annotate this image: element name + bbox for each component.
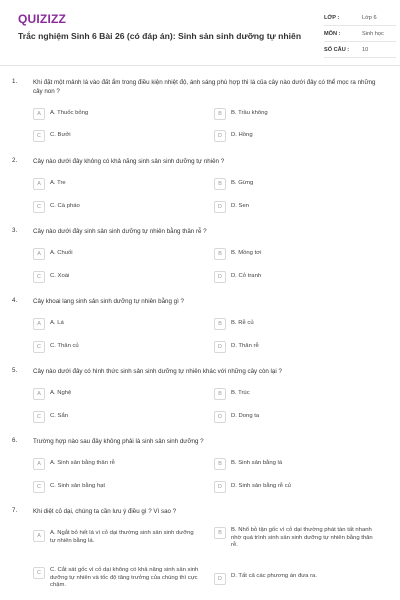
option-label: B. Sinh sản bằng lá — [231, 460, 283, 466]
option-label: B. Trầu không — [231, 110, 268, 116]
question-number: 5. — [12, 367, 18, 374]
option-label: D. Thân rễ — [231, 343, 259, 349]
option-label: D. Tất cả các phương án đưa ra. — [231, 573, 317, 579]
option-letter-box: C — [33, 341, 45, 353]
option-letter-box: D — [214, 481, 226, 493]
meta-subject-label: MÔN : — [324, 31, 341, 37]
option-label: C. Sắn — [50, 413, 69, 419]
option-label: C. Sinh sản bằng hạt — [50, 483, 106, 489]
option-label: A. Lá — [50, 320, 64, 326]
option-letter-box: A — [33, 108, 45, 120]
option-label: B. Nhổ bỏ tận gốc vì cỏ dại thường phát tán tất nhanh nhờ quá trình sinh sản sinh dưỡng tự nhiên bằng thân rễ. — [231, 527, 373, 549]
option-label: A. Sinh sản bằng thân rễ — [50, 460, 115, 466]
option-letter-box: B — [214, 527, 226, 539]
question-text: Cây khoai lang sinh sản sinh dưỡng tự nhiên bằng gì ? — [33, 298, 184, 305]
option-letter-box: C — [33, 271, 45, 283]
option-label: D. Sinh sản bằng rễ củ — [231, 483, 291, 489]
meta-grade — [324, 12, 396, 26]
option-letter-box: D — [214, 271, 226, 283]
option-label: D. Sen — [231, 203, 250, 209]
option-letter-box: A — [33, 458, 45, 470]
option-letter-box: A — [33, 530, 45, 542]
option-label: C. Xoài — [50, 273, 70, 279]
option-letter-box: B — [214, 108, 226, 120]
option-letter-box: B — [214, 388, 226, 400]
option-letter-box: A — [33, 318, 45, 330]
question-text: Cây nào dưới đây sinh sản sinh dưỡng tự nhiên bằng thân rễ ? — [33, 228, 207, 235]
option-label: B. Mồng tơi — [231, 250, 262, 256]
option-label: D. Dong ta — [231, 413, 260, 419]
option-letter-box: D — [214, 573, 226, 585]
option-letter-box: C — [33, 201, 45, 213]
question-number: 6. — [12, 437, 18, 444]
worksheet-header — [0, 0, 400, 66]
worksheet-title: Trắc nghiệm Sinh 6 Bài 26 (có đáp án): Sinh sản sinh dưỡng tự nhiên — [18, 31, 302, 41]
option-letter-box: D — [214, 341, 226, 353]
question-number: 4. — [12, 297, 18, 304]
question-text: Khi diệt cỏ dại, chúng ta cần lưu ý điều gì ? Vì sao ? — [33, 508, 177, 515]
option-letter-box: D — [214, 130, 226, 142]
question-number: 7. — [12, 507, 18, 514]
option-label: C. Cắt sát gốc vì cỏ dại không có khả năng sinh sản sinh dưỡng tự nhiên và tốc độ tăng trưởng của chúng thì cực chậm. — [50, 567, 199, 589]
option-label: A. Ngắt bỏ hết lá vì cỏ dại thường sinh sản sinh dưỡng tự nhiên bằng lá. — [50, 530, 194, 544]
option-label: A. Thuốc bỏng — [50, 110, 89, 116]
question-text: Trường hợp nào sau đây không phải là sinh sản sinh dưỡng ? — [33, 438, 204, 445]
option-label: D. Cỏ tranh — [231, 273, 262, 279]
option-letter-box: C — [33, 130, 45, 142]
option-letter-box: B — [214, 248, 226, 260]
question-number: 1. — [12, 78, 18, 85]
option-letter-box: C — [33, 567, 45, 579]
meta-grade-value: Lớp 6 — [362, 15, 377, 21]
option-label: A. Nghệ — [50, 390, 72, 396]
option-label: B. Trúc — [231, 390, 250, 396]
option-letter-box: C — [33, 481, 45, 493]
question-number: 2. — [12, 157, 18, 164]
option-label: D. Hồng — [231, 132, 253, 138]
option-label: B. Gừng — [231, 180, 254, 186]
meta-count — [324, 44, 396, 58]
option-letter-box: D — [214, 411, 226, 423]
question-text: Khi đặt một mảnh lá vào đất ẩm trong điều kiện nhiệt độ, ánh sáng phù hợp thì lá của cây nào dưới đây có thể mọc ra những cây non ? — [33, 79, 376, 95]
question-text: Cây nào dưới đây có hình thức sinh sản sinh dưỡng tự nhiên khác với những cây còn lại ? — [33, 368, 282, 375]
option-letter-box: B — [214, 318, 226, 330]
meta-grade-label: LỚP : — [324, 15, 340, 21]
option-label: C. Cà pháo — [50, 203, 80, 209]
meta-count-label: SỐ CÂU : — [324, 47, 350, 53]
question-number: 3. — [12, 227, 18, 234]
option-label: C. Thân củ — [50, 343, 79, 349]
option-label: A. Chuối — [50, 250, 73, 256]
option-letter-box: B — [214, 178, 226, 190]
option-letter-box: A — [33, 178, 45, 190]
option-label: B. Rễ củ — [231, 320, 254, 326]
option-label: C. Bưởi — [50, 132, 71, 138]
meta-subject-value: Sinh học — [362, 31, 384, 37]
option-label: A. Tre — [50, 180, 66, 186]
option-letter-box: A — [33, 388, 45, 400]
option-letter-box: D — [214, 201, 226, 213]
option-letter-box: A — [33, 248, 45, 260]
meta-subject — [324, 28, 396, 42]
question-text: Cây nào dưới đây không có khả năng sinh sản sinh dưỡng tự nhiên ? — [33, 158, 225, 165]
option-letter-box: C — [33, 411, 45, 423]
quizizz-logo: QUIZIZZ — [18, 12, 67, 26]
worksheet-meta — [324, 12, 396, 60]
meta-count-value: 10 — [362, 47, 369, 53]
option-letter-box: B — [214, 458, 226, 470]
